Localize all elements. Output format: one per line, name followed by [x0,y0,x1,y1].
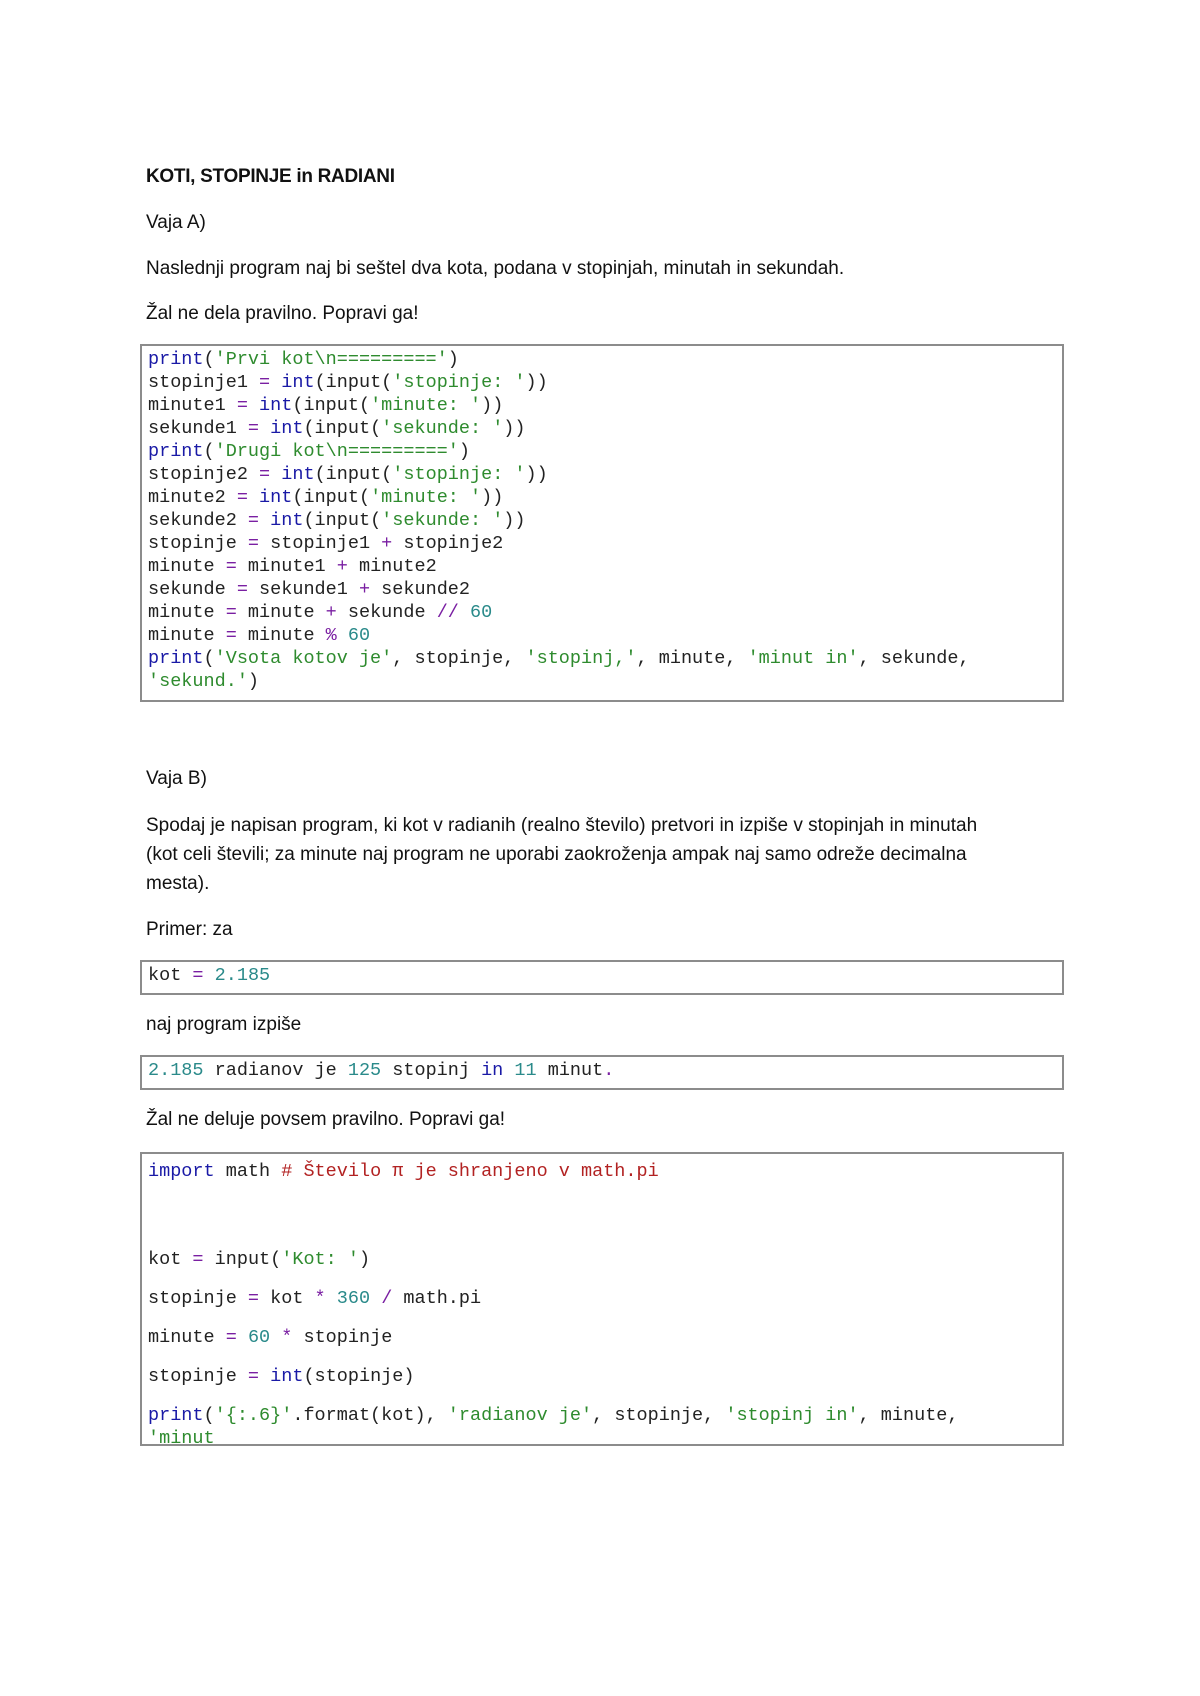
code-line: 2.185 radianov je 125 stopinj in 11 minut. [148,1060,615,1081]
code-line: print('Prvi kot\n=========') [148,349,459,370]
output-code-block [140,1055,1064,1090]
code-line: import math # Število π je shranjeno v math.pi [148,1161,659,1182]
code-line: 'minut [148,1428,215,1449]
code-line: stopinje = stopinje1 + stopinje2 [148,533,504,554]
code-line: minute = 60 * stopinje [148,1327,393,1348]
code-line: print('{:.6}'.format(kot), 'radianov je', stopinje, 'stopinj in', minute, [148,1405,959,1426]
code-line: kot = input('Kot: ') [148,1249,371,1270]
section-a-paragraph-2: Žal ne dela pravilno. Popravi ga! [146,303,419,324]
code-block-b [140,1152,1064,1449]
code-line: minute1 = int(input('minute: ')) [148,395,504,416]
section-b-paragraph-3: mesta). [146,873,210,894]
code-line: kot = 2.185 [148,965,271,986]
section-b-paragraph-1: Spodaj je napisan program, ki kot v radianih (realno število) pretvori in izpiše v stopinjah in minutah [146,815,978,836]
code-line [148,1199,1056,1248]
code-line: stopinje = int(stopinje) [148,1366,415,1387]
page-title: KOTI, STOPINJE in RADIANI [146,166,395,187]
code-line: sekunde = sekunde1 + sekunde2 [148,579,470,600]
example-code-block [140,960,1064,995]
code-line: stopinje1 = int(input('stopinje: ')) [148,372,548,393]
section-b-paragraph-2: (kot celi števili; za minute naj program ne uporabi zaokroženja ampak naj samo odreže decimalna [146,844,967,865]
code-line: sekunde1 = int(input('sekunde: ')) [148,418,526,439]
section-b-paragraph-4: Žal ne deluje povsem pravilno. Popravi ga! [146,1109,506,1130]
output-label: naj program izpiše [146,1014,302,1035]
code-line: print('Drugi kot\n=========') [148,441,470,462]
section-b-heading: Vaja B) [146,768,207,789]
code-line: minute2 = int(input('minute: ')) [148,487,504,508]
code-line: minute = minute % 60 [148,625,371,646]
code-line: minute = minute + sekunde // 60 [148,602,493,623]
code-line: stopinje = kot * 360 / math.pi [148,1288,482,1309]
code-line: 'sekund.') [148,671,260,692]
code-line: minute = minute1 + minute2 [148,556,437,577]
code-line: sekunde2 = int(input('sekunde: ')) [148,510,526,531]
code-line: stopinje2 = int(input('stopinje: ')) [148,464,548,485]
section-a-heading: Vaja A) [146,212,206,233]
example-label: Primer: za [146,919,233,940]
section-a-paragraph-1: Naslednji program naj bi seštel dva kota, podana v stopinjah, minutah in sekundah. [146,258,845,279]
code-block-a [140,344,1064,702]
code-line: print('Vsota kotov je', stopinje, 'stopinj,', minute, 'minut in', sekunde, [148,648,970,669]
